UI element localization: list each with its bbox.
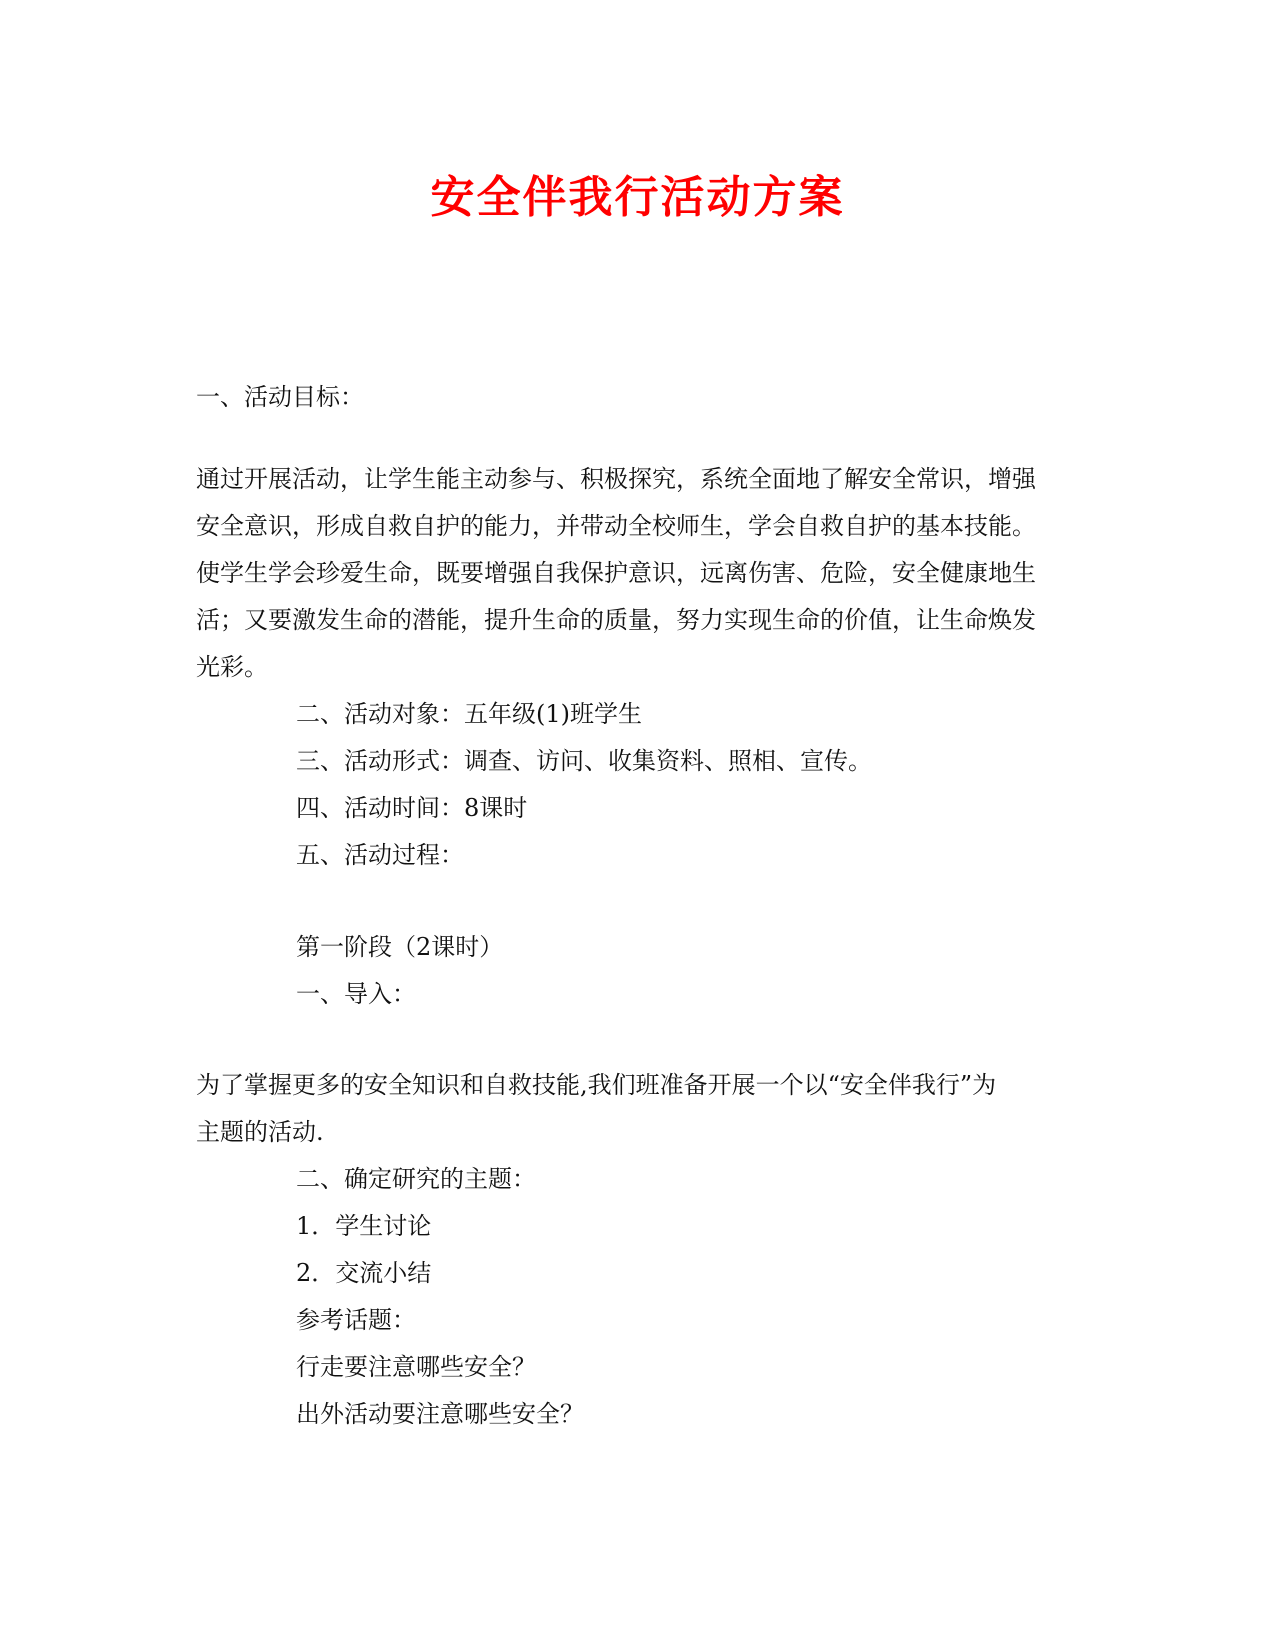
topic-item: 出外活动要注意哪些安全？ (296, 1400, 584, 1428)
section-heading-process: 五、活动过程： (296, 841, 464, 869)
paragraph-line: 为了掌握更多的安全知识和自救技能,我们班准备开展一个以“安全伴我行”为 (196, 1071, 997, 1099)
list-item: 1．学生讨论 (296, 1212, 432, 1240)
subsection-heading-intro: 一、导入： (296, 980, 416, 1008)
section-heading-target: 二、活动对象：五年级(1)班学生 (296, 700, 642, 728)
section-heading-time: 四、活动时间：8课时 (296, 794, 528, 822)
paragraph-line: 主题的活动. (196, 1118, 324, 1146)
paragraph-line: 安全意识，形成自救自护的能力，并带动全校师生，学会自救自护的基本技能。 (196, 512, 1036, 540)
topic-item: 行走要注意哪些安全？ (296, 1353, 536, 1381)
paragraph-line: 使学生学会珍爱生命，既要增强自我保护意识，远离伤害、危险，安全健康地生 (196, 559, 1036, 587)
document-title: 安全伴我行活动方案 (430, 172, 845, 223)
paragraph-line: 通过开展活动，让学生能主动参与、积极探究，系统全面地了解安全常识，增强 (196, 465, 1036, 493)
section-heading-goals: 一、活动目标： (196, 383, 364, 411)
list-item: 2．交流小结 (296, 1259, 432, 1287)
reference-topics-label: 参考话题： (296, 1306, 416, 1334)
paragraph-line: 光彩。 (196, 653, 268, 681)
subsection-heading-topic: 二、确定研究的主题： (296, 1165, 536, 1193)
paragraph-line: 活；又要激发生命的潜能，提升生命的质量，努力实现生命的价值，让生命焕发 (196, 606, 1036, 634)
stage-heading: 第一阶段（2课时） (296, 933, 504, 961)
section-heading-format: 三、活动形式：调查、访问、收集资料、照相、宣传。 (296, 747, 872, 775)
